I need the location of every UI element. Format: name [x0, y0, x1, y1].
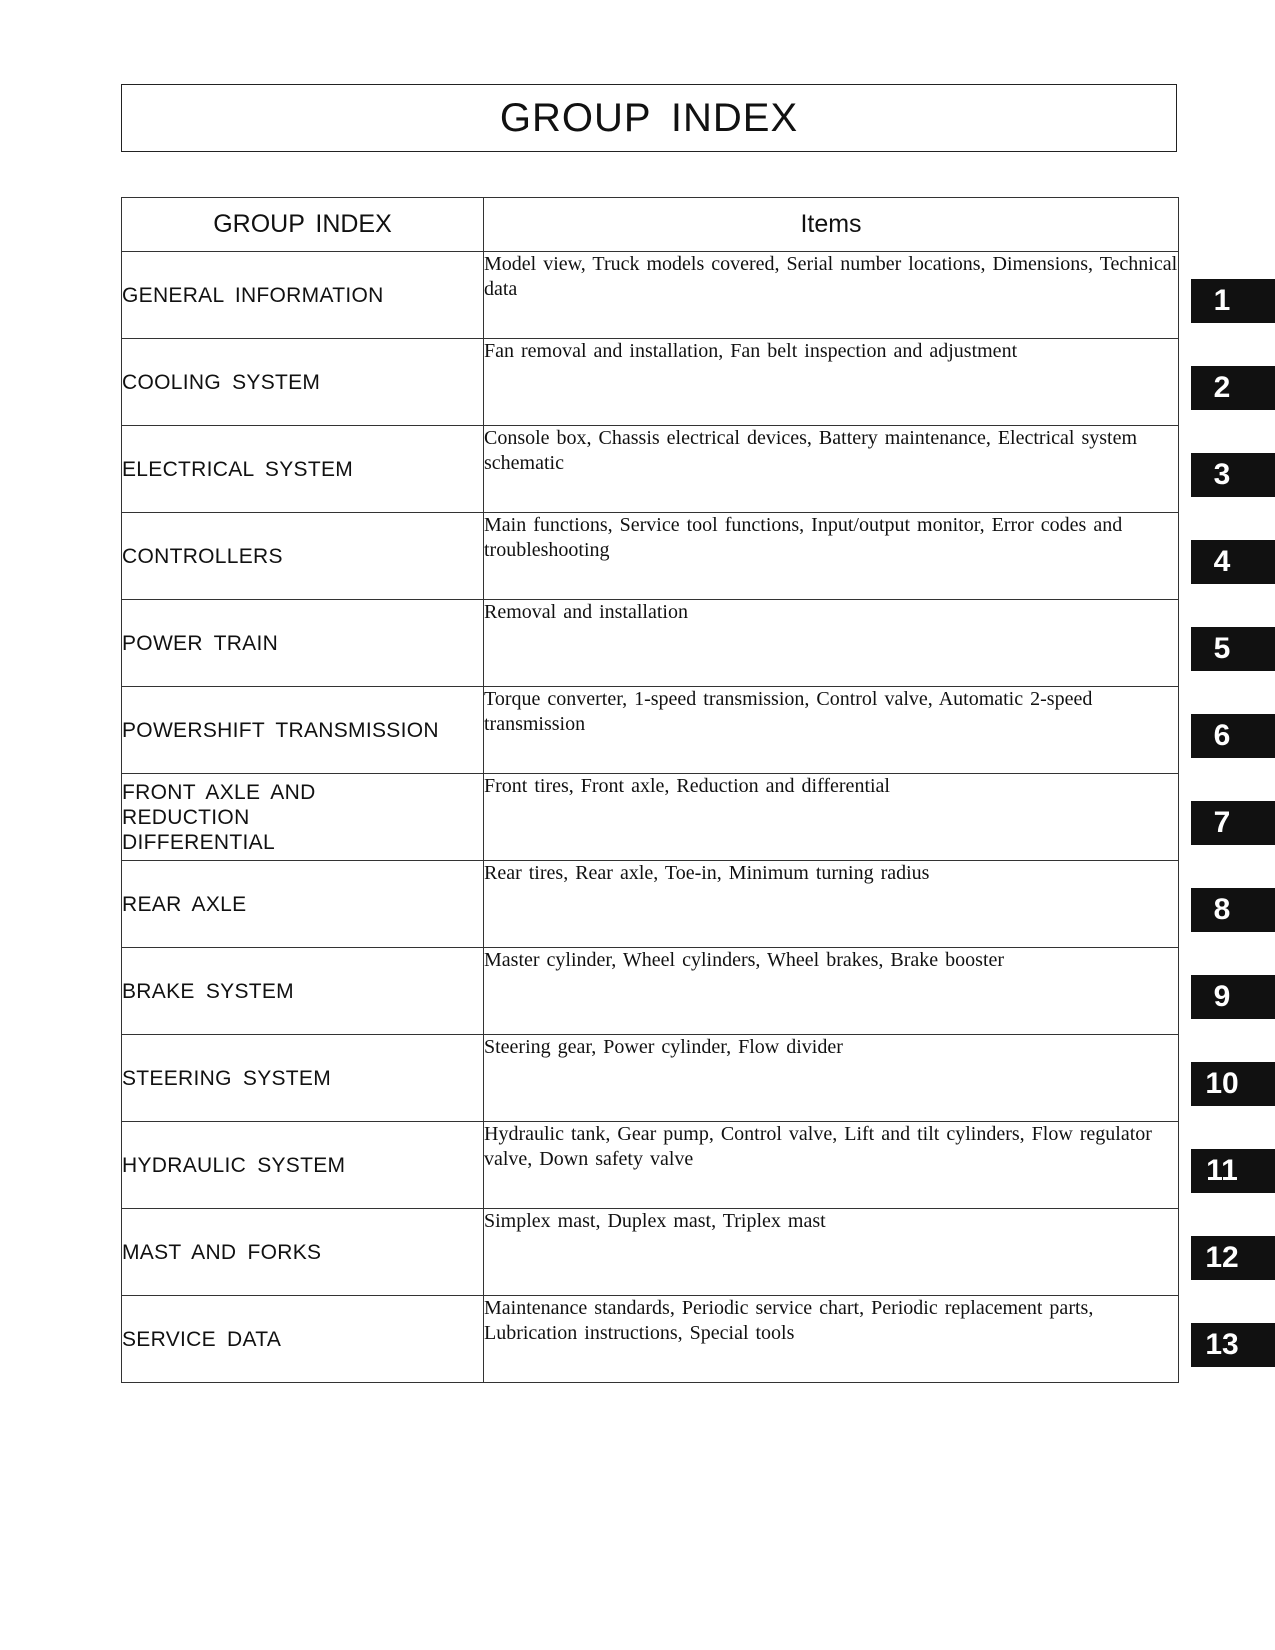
group-items: Fan removal and installation, Fan belt inspection and adjustment	[484, 339, 1179, 426]
group-name[interactable]: STEERING SYSTEM	[122, 1035, 484, 1122]
header-group-index: GROUP INDEX	[122, 198, 484, 252]
page-title: GROUP INDEX	[499, 95, 799, 140]
group-name[interactable]: ELECTRICAL SYSTEM	[122, 426, 484, 513]
group-name[interactable]: MAST AND FORKS	[122, 1209, 484, 1296]
section-tab-2[interactable]: 2	[1191, 366, 1275, 410]
table-row[interactable]	[122, 774, 1179, 861]
page-title-box	[121, 84, 1177, 152]
section-tabs	[1191, 0, 1275, 1650]
group-name[interactable]: REAR AXLE	[122, 861, 484, 948]
section-tab-5[interactable]: 5	[1191, 627, 1275, 671]
table-row[interactable]	[122, 1296, 1179, 1383]
section-tab-6[interactable]: 6	[1191, 714, 1275, 758]
table-row[interactable]	[122, 339, 1179, 426]
group-items: Master cylinder, Wheel cylinders, Wheel brakes, Brake booster	[484, 948, 1179, 1035]
group-items: Front tires, Front axle, Reduction and differential	[484, 774, 1179, 861]
group-name[interactable]: SERVICE DATA	[122, 1296, 484, 1383]
table-row[interactable]	[122, 1209, 1179, 1296]
group-items: Removal and installation	[484, 600, 1179, 687]
group-name[interactable]: POWERSHIFT TRANSMISSION	[122, 687, 484, 774]
section-tab-11[interactable]: 11	[1191, 1149, 1275, 1193]
group-items: Maintenance standards, Periodic service chart, Periodic replacement parts, Lubrication instructions, Special tools	[484, 1296, 1179, 1383]
group-items: Main functions, Service tool functions, Input/output monitor, Error codes and troubleshooting	[484, 513, 1179, 600]
group-items: Rear tires, Rear axle, Toe-in, Minimum turning radius	[484, 861, 1179, 948]
table-header-row	[122, 198, 1179, 252]
section-tab-1[interactable]: 1	[1191, 279, 1275, 323]
group-items: Console box, Chassis electrical devices, Battery maintenance, Electrical system schematic	[484, 426, 1179, 513]
table-row[interactable]	[122, 426, 1179, 513]
group-name[interactable]: BRAKE SYSTEM	[122, 948, 484, 1035]
group-index-table	[121, 197, 1179, 1383]
group-name[interactable]: POWER TRAIN	[122, 600, 484, 687]
section-tab-4[interactable]: 4	[1191, 540, 1275, 584]
section-tab-7[interactable]: 7	[1191, 801, 1275, 845]
table-row[interactable]	[122, 948, 1179, 1035]
group-name[interactable]: COOLING SYSTEM	[122, 339, 484, 426]
section-tab-9[interactable]: 9	[1191, 975, 1275, 1019]
group-items: Steering gear, Power cylinder, Flow divider	[484, 1035, 1179, 1122]
section-tab-12[interactable]: 12	[1191, 1236, 1275, 1280]
header-items: Items	[484, 198, 1179, 252]
table-row[interactable]	[122, 1122, 1179, 1209]
group-name[interactable]: CONTROLLERS	[122, 513, 484, 600]
table-row[interactable]	[122, 1035, 1179, 1122]
table-row[interactable]	[122, 252, 1179, 339]
group-name[interactable]: HYDRAULIC SYSTEM	[122, 1122, 484, 1209]
table-row[interactable]	[122, 861, 1179, 948]
table-row[interactable]	[122, 513, 1179, 600]
group-name[interactable]: FRONT AXLE AND REDUCTION DIFFERENTIAL	[122, 774, 484, 861]
table-row[interactable]	[122, 600, 1179, 687]
group-items: Torque converter, 1-speed transmission, Control valve, Automatic 2-speed transmission	[484, 687, 1179, 774]
table-row[interactable]	[122, 687, 1179, 774]
group-name[interactable]: GENERAL INFORMATION	[122, 252, 484, 339]
section-tab-10[interactable]: 10	[1191, 1062, 1275, 1106]
section-tab-3[interactable]: 3	[1191, 453, 1275, 497]
group-items: Model view, Truck models covered, Serial number locations, Dimensions, Technical data	[484, 252, 1179, 339]
group-items: Hydraulic tank, Gear pump, Control valve, Lift and tilt cylinders, Flow regulator valve, Down safety valve	[484, 1122, 1179, 1209]
section-tab-8[interactable]: 8	[1191, 888, 1275, 932]
group-items: Simplex mast, Duplex mast, Triplex mast	[484, 1209, 1179, 1296]
section-tab-13[interactable]: 13	[1191, 1323, 1275, 1367]
